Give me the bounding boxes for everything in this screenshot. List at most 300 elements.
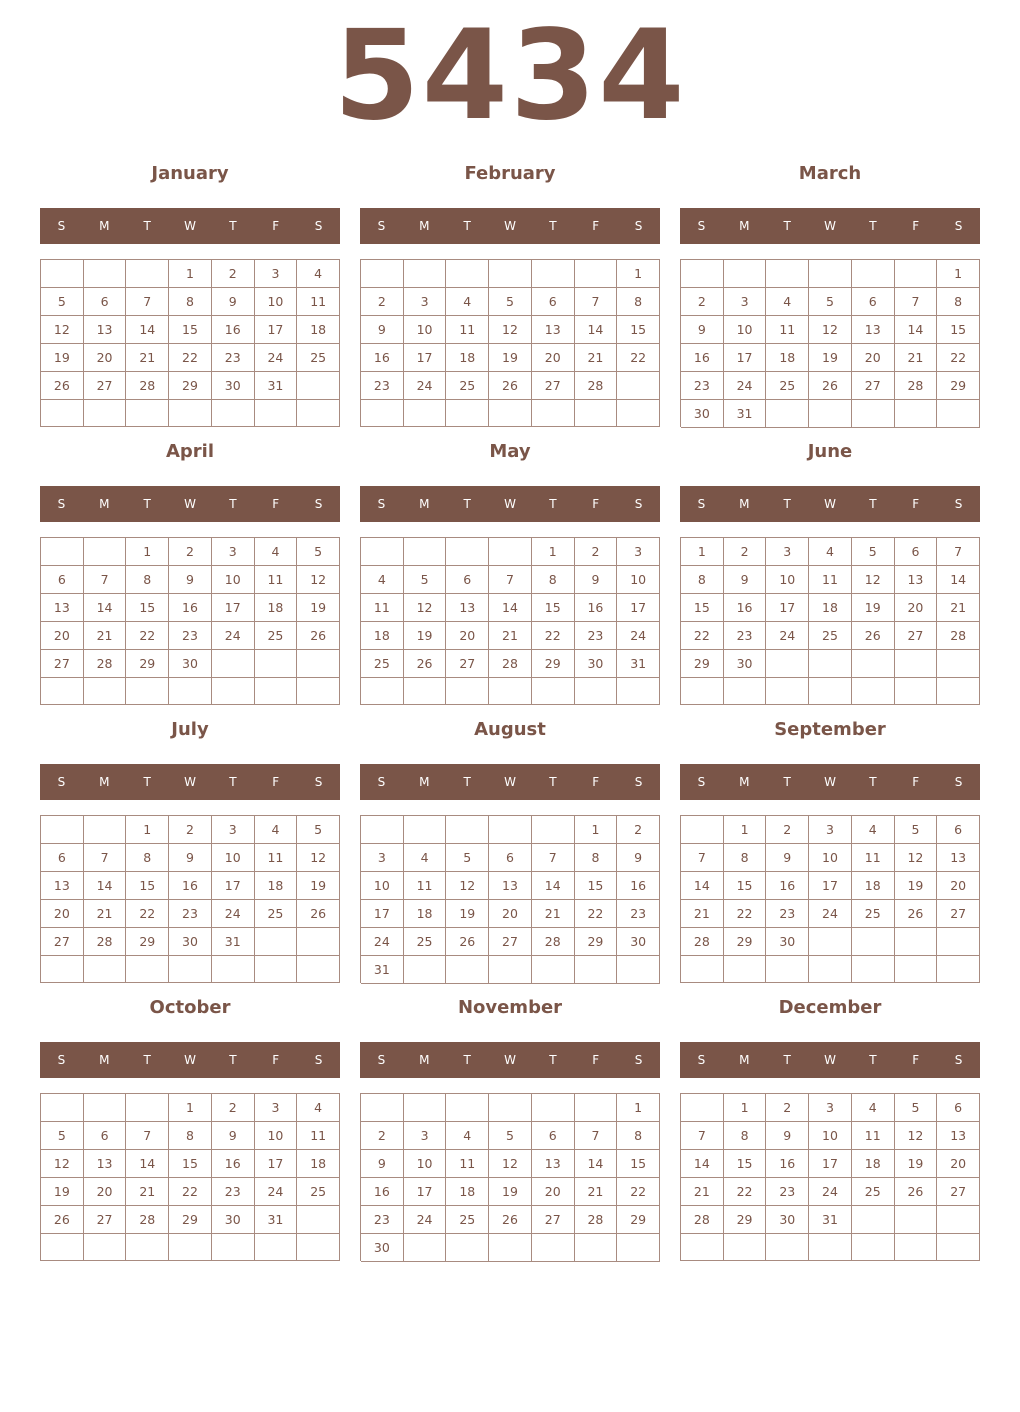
day-cell[interactable]: 23: [361, 1206, 404, 1234]
day-cell[interactable]: 14: [532, 872, 575, 900]
day-cell[interactable]: 24: [255, 344, 298, 372]
day-cell[interactable]: 27: [446, 650, 489, 678]
day-cell[interactable]: 28: [575, 1206, 618, 1234]
day-cell[interactable]: 13: [532, 316, 575, 344]
day-cell[interactable]: 2: [361, 288, 404, 316]
day-cell[interactable]: 21: [937, 594, 980, 622]
day-cell[interactable]: 29: [681, 650, 724, 678]
day-cell[interactable]: 10: [766, 566, 809, 594]
day-cell[interactable]: 4: [255, 538, 298, 566]
day-cell[interactable]: 20: [532, 1178, 575, 1206]
day-cell[interactable]: 23: [575, 622, 618, 650]
day-cell[interactable]: 18: [297, 316, 340, 344]
day-cell[interactable]: 21: [575, 1178, 618, 1206]
day-cell[interactable]: 23: [766, 1178, 809, 1206]
day-cell[interactable]: 23: [617, 900, 660, 928]
day-cell[interactable]: 20: [41, 900, 84, 928]
day-cell[interactable]: 9: [681, 316, 724, 344]
day-cell[interactable]: 11: [255, 844, 298, 872]
day-cell[interactable]: 10: [809, 844, 852, 872]
day-cell[interactable]: 13: [937, 844, 980, 872]
day-cell[interactable]: 4: [766, 288, 809, 316]
day-cell[interactable]: 17: [255, 316, 298, 344]
day-cell[interactable]: 1: [724, 816, 767, 844]
day-cell[interactable]: 27: [532, 372, 575, 400]
day-cell[interactable]: 29: [126, 928, 169, 956]
day-cell[interactable]: 21: [681, 900, 724, 928]
day-cell[interactable]: 8: [126, 566, 169, 594]
day-cell[interactable]: 23: [169, 900, 212, 928]
day-cell[interactable]: 31: [617, 650, 660, 678]
day-cell[interactable]: 24: [404, 1206, 447, 1234]
day-cell[interactable]: 8: [937, 288, 980, 316]
day-cell[interactable]: 27: [41, 928, 84, 956]
day-cell[interactable]: 19: [852, 594, 895, 622]
day-cell[interactable]: 16: [169, 872, 212, 900]
day-cell[interactable]: 30: [766, 928, 809, 956]
day-cell[interactable]: 28: [126, 1206, 169, 1234]
day-cell[interactable]: 29: [724, 1206, 767, 1234]
day-cell[interactable]: 23: [766, 900, 809, 928]
day-cell[interactable]: 30: [617, 928, 660, 956]
day-cell[interactable]: 19: [809, 344, 852, 372]
day-cell[interactable]: 8: [169, 288, 212, 316]
day-cell[interactable]: 6: [489, 844, 532, 872]
day-cell[interactable]: 13: [446, 594, 489, 622]
day-cell[interactable]: 20: [937, 872, 980, 900]
day-cell[interactable]: 3: [766, 538, 809, 566]
day-cell[interactable]: 20: [532, 344, 575, 372]
day-cell[interactable]: 9: [766, 844, 809, 872]
day-cell[interactable]: 31: [724, 400, 767, 428]
day-cell[interactable]: 27: [84, 372, 127, 400]
day-cell[interactable]: 7: [84, 844, 127, 872]
day-cell[interactable]: 23: [681, 372, 724, 400]
day-cell[interactable]: 12: [297, 844, 340, 872]
day-cell[interactable]: 17: [404, 344, 447, 372]
day-cell[interactable]: 12: [297, 566, 340, 594]
day-cell[interactable]: 5: [446, 844, 489, 872]
day-cell[interactable]: 4: [297, 1094, 340, 1122]
day-cell[interactable]: 10: [212, 566, 255, 594]
day-cell[interactable]: 28: [895, 372, 938, 400]
day-cell[interactable]: 21: [532, 900, 575, 928]
day-cell[interactable]: 10: [404, 1150, 447, 1178]
day-cell[interactable]: 9: [617, 844, 660, 872]
day-cell[interactable]: 17: [724, 344, 767, 372]
day-cell[interactable]: 15: [724, 872, 767, 900]
day-cell[interactable]: 18: [809, 594, 852, 622]
day-cell[interactable]: 4: [446, 288, 489, 316]
day-cell[interactable]: 30: [681, 400, 724, 428]
day-cell[interactable]: 4: [852, 1094, 895, 1122]
day-cell[interactable]: 7: [895, 288, 938, 316]
day-cell[interactable]: 8: [126, 844, 169, 872]
day-cell[interactable]: 28: [681, 1206, 724, 1234]
day-cell[interactable]: 21: [126, 344, 169, 372]
day-cell[interactable]: 30: [575, 650, 618, 678]
day-cell[interactable]: 4: [255, 816, 298, 844]
day-cell[interactable]: 3: [212, 538, 255, 566]
day-cell[interactable]: 9: [361, 1150, 404, 1178]
day-cell[interactable]: 25: [446, 1206, 489, 1234]
day-cell[interactable]: 27: [489, 928, 532, 956]
day-cell[interactable]: 14: [681, 1150, 724, 1178]
day-cell[interactable]: 4: [809, 538, 852, 566]
day-cell[interactable]: 25: [297, 344, 340, 372]
day-cell[interactable]: 25: [446, 372, 489, 400]
day-cell[interactable]: 13: [895, 566, 938, 594]
day-cell[interactable]: 31: [255, 372, 298, 400]
day-cell[interactable]: 22: [532, 622, 575, 650]
day-cell[interactable]: 26: [297, 900, 340, 928]
day-cell[interactable]: 18: [446, 344, 489, 372]
day-cell[interactable]: 13: [532, 1150, 575, 1178]
day-cell[interactable]: 16: [617, 872, 660, 900]
day-cell[interactable]: 31: [361, 956, 404, 984]
day-cell[interactable]: 5: [895, 1094, 938, 1122]
day-cell[interactable]: 20: [41, 622, 84, 650]
day-cell[interactable]: 16: [681, 344, 724, 372]
day-cell[interactable]: 2: [212, 260, 255, 288]
day-cell[interactable]: 3: [255, 1094, 298, 1122]
day-cell[interactable]: 7: [532, 844, 575, 872]
day-cell[interactable]: 15: [617, 316, 660, 344]
day-cell[interactable]: 26: [809, 372, 852, 400]
day-cell[interactable]: 15: [724, 1150, 767, 1178]
day-cell[interactable]: 17: [255, 1150, 298, 1178]
day-cell[interactable]: 2: [169, 816, 212, 844]
day-cell[interactable]: 22: [169, 344, 212, 372]
day-cell[interactable]: 10: [724, 316, 767, 344]
day-cell[interactable]: 7: [937, 538, 980, 566]
day-cell[interactable]: 6: [937, 816, 980, 844]
day-cell[interactable]: 19: [41, 344, 84, 372]
day-cell[interactable]: 29: [532, 650, 575, 678]
day-cell[interactable]: 17: [212, 594, 255, 622]
day-cell[interactable]: 12: [489, 1150, 532, 1178]
day-cell[interactable]: 1: [575, 816, 618, 844]
day-cell[interactable]: 8: [724, 1122, 767, 1150]
day-cell[interactable]: 10: [212, 844, 255, 872]
day-cell[interactable]: 9: [724, 566, 767, 594]
day-cell[interactable]: 17: [809, 1150, 852, 1178]
day-cell[interactable]: 22: [724, 900, 767, 928]
day-cell[interactable]: 2: [169, 538, 212, 566]
day-cell[interactable]: 24: [361, 928, 404, 956]
day-cell[interactable]: 8: [681, 566, 724, 594]
day-cell[interactable]: 14: [575, 1150, 618, 1178]
day-cell[interactable]: 24: [724, 372, 767, 400]
day-cell[interactable]: 18: [297, 1150, 340, 1178]
day-cell[interactable]: 6: [84, 1122, 127, 1150]
day-cell[interactable]: 19: [895, 872, 938, 900]
day-cell[interactable]: 27: [852, 372, 895, 400]
day-cell[interactable]: 29: [575, 928, 618, 956]
day-cell[interactable]: 30: [169, 650, 212, 678]
day-cell[interactable]: 9: [169, 566, 212, 594]
day-cell[interactable]: 16: [361, 344, 404, 372]
day-cell[interactable]: 5: [809, 288, 852, 316]
day-cell[interactable]: 2: [766, 816, 809, 844]
day-cell[interactable]: 7: [126, 288, 169, 316]
day-cell[interactable]: 17: [404, 1178, 447, 1206]
day-cell[interactable]: 23: [212, 1178, 255, 1206]
day-cell[interactable]: 3: [404, 1122, 447, 1150]
day-cell[interactable]: 25: [255, 622, 298, 650]
day-cell[interactable]: 12: [404, 594, 447, 622]
day-cell[interactable]: 22: [617, 1178, 660, 1206]
day-cell[interactable]: 4: [361, 566, 404, 594]
day-cell[interactable]: 25: [297, 1178, 340, 1206]
day-cell[interactable]: 9: [575, 566, 618, 594]
day-cell[interactable]: 11: [297, 288, 340, 316]
day-cell[interactable]: 6: [852, 288, 895, 316]
day-cell[interactable]: 24: [404, 372, 447, 400]
day-cell[interactable]: 18: [255, 872, 298, 900]
day-cell[interactable]: 27: [532, 1206, 575, 1234]
day-cell[interactable]: 28: [84, 650, 127, 678]
day-cell[interactable]: 30: [212, 1206, 255, 1234]
day-cell[interactable]: 3: [617, 538, 660, 566]
day-cell[interactable]: 9: [169, 844, 212, 872]
day-cell[interactable]: 4: [446, 1122, 489, 1150]
day-cell[interactable]: 6: [895, 538, 938, 566]
day-cell[interactable]: 19: [297, 594, 340, 622]
day-cell[interactable]: 30: [724, 650, 767, 678]
day-cell[interactable]: 22: [126, 622, 169, 650]
day-cell[interactable]: 7: [126, 1122, 169, 1150]
day-cell[interactable]: 12: [446, 872, 489, 900]
day-cell[interactable]: 18: [361, 622, 404, 650]
day-cell[interactable]: 5: [489, 1122, 532, 1150]
day-cell[interactable]: 26: [41, 372, 84, 400]
day-cell[interactable]: 15: [681, 594, 724, 622]
day-cell[interactable]: 14: [937, 566, 980, 594]
day-cell[interactable]: 23: [361, 372, 404, 400]
day-cell[interactable]: 24: [212, 622, 255, 650]
day-cell[interactable]: 14: [895, 316, 938, 344]
day-cell[interactable]: 26: [297, 622, 340, 650]
day-cell[interactable]: 19: [41, 1178, 84, 1206]
day-cell[interactable]: 13: [84, 316, 127, 344]
day-cell[interactable]: 13: [41, 872, 84, 900]
day-cell[interactable]: 11: [404, 872, 447, 900]
day-cell[interactable]: 25: [852, 1178, 895, 1206]
day-cell[interactable]: 15: [169, 316, 212, 344]
day-cell[interactable]: 2: [361, 1122, 404, 1150]
day-cell[interactable]: 15: [617, 1150, 660, 1178]
day-cell[interactable]: 4: [404, 844, 447, 872]
day-cell[interactable]: 7: [575, 1122, 618, 1150]
day-cell[interactable]: 11: [852, 1122, 895, 1150]
day-cell[interactable]: 10: [255, 1122, 298, 1150]
day-cell[interactable]: 26: [895, 1178, 938, 1206]
day-cell[interactable]: 15: [126, 872, 169, 900]
day-cell[interactable]: 16: [212, 316, 255, 344]
day-cell[interactable]: 8: [575, 844, 618, 872]
day-cell[interactable]: 24: [255, 1178, 298, 1206]
day-cell[interactable]: 16: [766, 1150, 809, 1178]
day-cell[interactable]: 3: [724, 288, 767, 316]
day-cell[interactable]: 3: [255, 260, 298, 288]
day-cell[interactable]: 1: [169, 260, 212, 288]
day-cell[interactable]: 30: [169, 928, 212, 956]
day-cell[interactable]: 22: [126, 900, 169, 928]
day-cell[interactable]: 7: [681, 844, 724, 872]
day-cell[interactable]: 12: [895, 844, 938, 872]
day-cell[interactable]: 12: [895, 1122, 938, 1150]
day-cell[interactable]: 28: [937, 622, 980, 650]
day-cell[interactable]: 22: [169, 1178, 212, 1206]
day-cell[interactable]: 2: [575, 538, 618, 566]
day-cell[interactable]: 5: [895, 816, 938, 844]
day-cell[interactable]: 17: [212, 872, 255, 900]
day-cell[interactable]: 18: [255, 594, 298, 622]
day-cell[interactable]: 12: [809, 316, 852, 344]
day-cell[interactable]: 20: [446, 622, 489, 650]
day-cell[interactable]: 29: [169, 372, 212, 400]
day-cell[interactable]: 26: [489, 372, 532, 400]
day-cell[interactable]: 6: [41, 844, 84, 872]
day-cell[interactable]: 24: [809, 1178, 852, 1206]
day-cell[interactable]: 1: [169, 1094, 212, 1122]
day-cell[interactable]: 13: [41, 594, 84, 622]
day-cell[interactable]: 22: [937, 344, 980, 372]
day-cell[interactable]: 15: [169, 1150, 212, 1178]
day-cell[interactable]: 6: [532, 1122, 575, 1150]
day-cell[interactable]: 26: [446, 928, 489, 956]
day-cell[interactable]: 22: [617, 344, 660, 372]
day-cell[interactable]: 28: [84, 928, 127, 956]
day-cell[interactable]: 10: [361, 872, 404, 900]
day-cell[interactable]: 17: [766, 594, 809, 622]
day-cell[interactable]: 14: [489, 594, 532, 622]
day-cell[interactable]: 22: [575, 900, 618, 928]
day-cell[interactable]: 18: [852, 872, 895, 900]
day-cell[interactable]: 28: [126, 372, 169, 400]
day-cell[interactable]: 20: [84, 344, 127, 372]
day-cell[interactable]: 25: [404, 928, 447, 956]
day-cell[interactable]: 14: [84, 594, 127, 622]
day-cell[interactable]: 29: [169, 1206, 212, 1234]
day-cell[interactable]: 16: [766, 872, 809, 900]
day-cell[interactable]: 29: [724, 928, 767, 956]
day-cell[interactable]: 4: [297, 260, 340, 288]
day-cell[interactable]: 1: [681, 538, 724, 566]
day-cell[interactable]: 17: [809, 872, 852, 900]
day-cell[interactable]: 16: [212, 1150, 255, 1178]
day-cell[interactable]: 5: [297, 538, 340, 566]
day-cell[interactable]: 27: [41, 650, 84, 678]
day-cell[interactable]: 20: [489, 900, 532, 928]
day-cell[interactable]: 3: [212, 816, 255, 844]
day-cell[interactable]: 30: [766, 1206, 809, 1234]
day-cell[interactable]: 27: [895, 622, 938, 650]
day-cell[interactable]: 20: [895, 594, 938, 622]
day-cell[interactable]: 18: [852, 1150, 895, 1178]
day-cell[interactable]: 13: [489, 872, 532, 900]
day-cell[interactable]: 5: [297, 816, 340, 844]
day-cell[interactable]: 29: [126, 650, 169, 678]
day-cell[interactable]: 7: [84, 566, 127, 594]
day-cell[interactable]: 26: [852, 622, 895, 650]
day-cell[interactable]: 31: [809, 1206, 852, 1234]
day-cell[interactable]: 15: [532, 594, 575, 622]
day-cell[interactable]: 24: [809, 900, 852, 928]
day-cell[interactable]: 19: [489, 1178, 532, 1206]
day-cell[interactable]: 16: [169, 594, 212, 622]
day-cell[interactable]: 7: [489, 566, 532, 594]
day-cell[interactable]: 28: [681, 928, 724, 956]
day-cell[interactable]: 3: [361, 844, 404, 872]
day-cell[interactable]: 10: [809, 1122, 852, 1150]
day-cell[interactable]: 8: [169, 1122, 212, 1150]
day-cell[interactable]: 26: [404, 650, 447, 678]
day-cell[interactable]: 27: [84, 1206, 127, 1234]
day-cell[interactable]: 20: [84, 1178, 127, 1206]
day-cell[interactable]: 16: [575, 594, 618, 622]
day-cell[interactable]: 1: [617, 260, 660, 288]
day-cell[interactable]: 25: [852, 900, 895, 928]
day-cell[interactable]: 14: [575, 316, 618, 344]
day-cell[interactable]: 28: [575, 372, 618, 400]
day-cell[interactable]: 7: [681, 1122, 724, 1150]
day-cell[interactable]: 25: [361, 650, 404, 678]
day-cell[interactable]: 12: [41, 1150, 84, 1178]
day-cell[interactable]: 24: [212, 900, 255, 928]
day-cell[interactable]: 2: [212, 1094, 255, 1122]
day-cell[interactable]: 21: [681, 1178, 724, 1206]
day-cell[interactable]: 1: [126, 816, 169, 844]
day-cell[interactable]: 25: [255, 900, 298, 928]
day-cell[interactable]: 1: [937, 260, 980, 288]
day-cell[interactable]: 31: [255, 1206, 298, 1234]
day-cell[interactable]: 28: [489, 650, 532, 678]
day-cell[interactable]: 8: [724, 844, 767, 872]
day-cell[interactable]: 3: [809, 1094, 852, 1122]
day-cell[interactable]: 12: [41, 316, 84, 344]
day-cell[interactable]: 15: [126, 594, 169, 622]
day-cell[interactable]: 17: [361, 900, 404, 928]
day-cell[interactable]: 7: [575, 288, 618, 316]
day-cell[interactable]: 11: [361, 594, 404, 622]
day-cell[interactable]: 21: [84, 622, 127, 650]
day-cell[interactable]: 22: [681, 622, 724, 650]
day-cell[interactable]: 13: [852, 316, 895, 344]
day-cell[interactable]: 10: [404, 316, 447, 344]
day-cell[interactable]: 8: [532, 566, 575, 594]
day-cell[interactable]: 15: [575, 872, 618, 900]
day-cell[interactable]: 19: [895, 1150, 938, 1178]
day-cell[interactable]: 8: [617, 1122, 660, 1150]
day-cell[interactable]: 15: [937, 316, 980, 344]
day-cell[interactable]: 11: [809, 566, 852, 594]
day-cell[interactable]: 6: [84, 288, 127, 316]
day-cell[interactable]: 16: [361, 1178, 404, 1206]
day-cell[interactable]: 14: [126, 316, 169, 344]
day-cell[interactable]: 10: [617, 566, 660, 594]
day-cell[interactable]: 30: [212, 372, 255, 400]
day-cell[interactable]: 27: [937, 1178, 980, 1206]
day-cell[interactable]: 29: [937, 372, 980, 400]
day-cell[interactable]: 21: [575, 344, 618, 372]
day-cell[interactable]: 5: [41, 288, 84, 316]
day-cell[interactable]: 24: [617, 622, 660, 650]
day-cell[interactable]: 21: [489, 622, 532, 650]
day-cell[interactable]: 19: [404, 622, 447, 650]
day-cell[interactable]: 9: [212, 288, 255, 316]
